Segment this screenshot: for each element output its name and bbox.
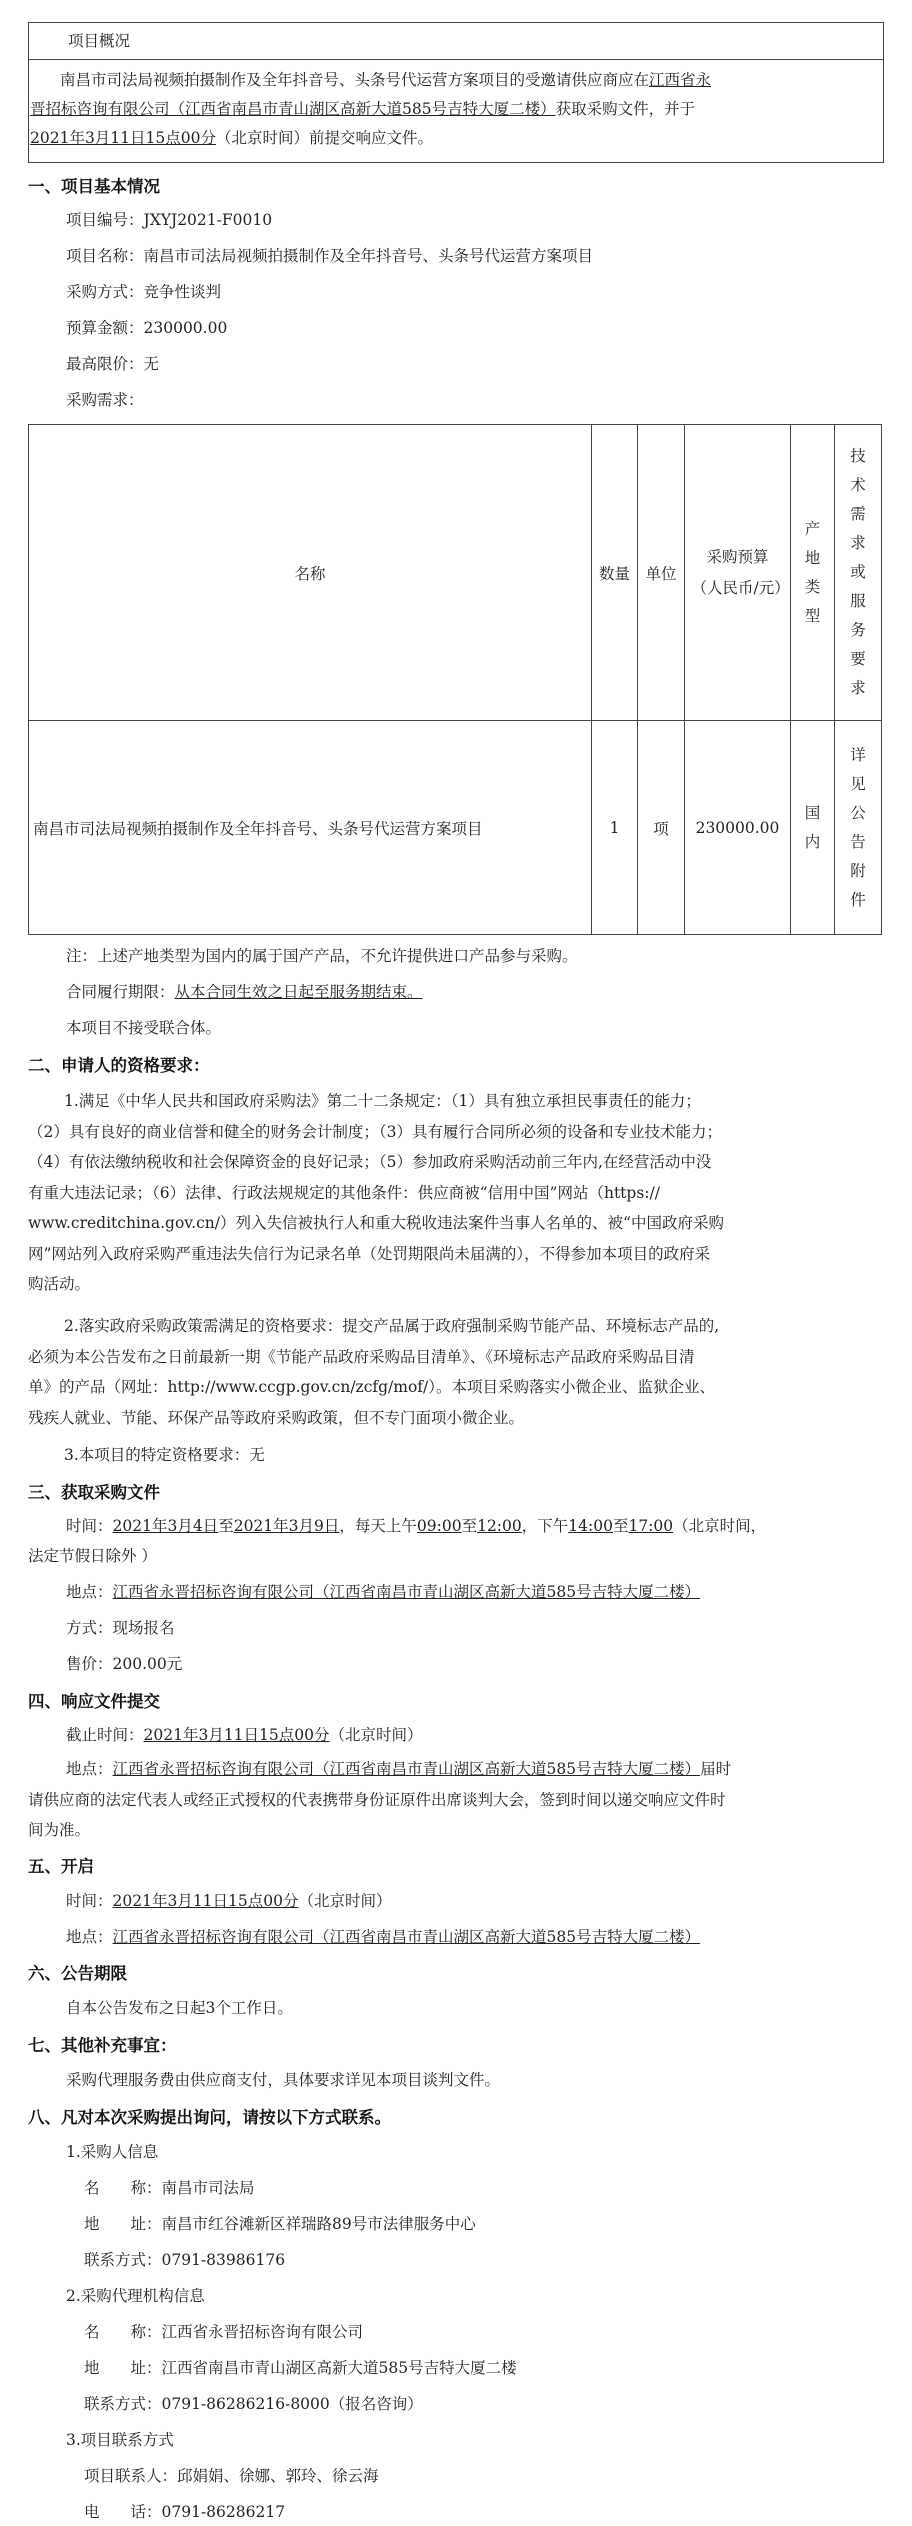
overview-title-box	[28, 22, 884, 60]
header-quantity: 数量	[592, 425, 638, 721]
section2-heading: 二、申请人的资格要求：	[28, 1056, 210, 1075]
budget-amount: 预算金额：230000.00	[66, 319, 228, 337]
origin-note: 注：上述产地类型为国内的属于国产产品，不允许提供进口产品参与采购。	[66, 947, 578, 965]
obtain-time: 时间：2021年3月4日至2021年3月9日，每天上午09:00至12:00，下午14:00至17:00（北京时间，	[66, 1517, 767, 1535]
requirements-label: 采购需求：	[66, 391, 144, 409]
table-row	[29, 721, 882, 935]
summary-text-1: 南昌市司法局视频拍摄制作及全年抖音号、头条号代运营方案项目的受邀请供应商应在	[60, 71, 650, 89]
section6-heading: 六、公告期限	[28, 1964, 127, 1983]
agency-title: 2.采购代理机构信息	[66, 2287, 205, 2305]
purchaser-address: 地 址：南昌市红谷滩新区祥瑞路89号市法律服务中心	[84, 2215, 476, 2233]
other-matters: 采购代理服务费由供应商支付，具体要求详见本项目谈判文件。	[66, 2071, 501, 2089]
notice-period: 自本公告发布之日起3个工作日。	[66, 1999, 293, 2017]
contact-people: 项目联系人：邱娟娟、徐娜、郭玲、徐云海	[84, 2467, 379, 2485]
summary-agency-link-1: 江西省永	[649, 71, 712, 89]
section3-heading: 三、获取采购文件	[28, 1483, 160, 1502]
section8-heading: 八、凡对本次采购提出询问，请按以下方式联系。	[28, 2108, 391, 2127]
qualification-paragraph-1: 1.满足《中华人民共和国政府采购法》第二十二条规定：（1）具有独立承担民事责任的能力； （2）具有良好的商业信誉和健全的财务会计制度；（3）具有履行合同所必须的设备和专业技术能力； （4）有依法缴纳税收和社会保障资金的良好记录；（5）参加政府采购活动前三年内,在经营活动中没 有重大违法记录；（6）法律、行政法规规定的其他条件：供应商被“信用中国”网站（https:// www.creditchina.gov.cn/）列入失信被执行人和重大税收违法案件当事人名单的、被“中国政府采购 网”网站列入政府采购严重违法失信行为记录名单（处罚期限尚未届满的），不得参加本项目的政府采 购活动。	[28, 1092, 724, 1293]
obtain-place: 地点：江西省永晋招标咨询有限公司（江西省南昌市青山湖区高新大道585号吉特大厦二楼）	[66, 1583, 701, 1601]
cell-origin: 国内	[791, 721, 835, 935]
contract-period	[66, 980, 423, 1002]
summary-text-3: （北京时间）前提交响应文件。	[215, 129, 433, 147]
contract-value: 从本合同生效之日起至服务期结束。	[174, 983, 423, 1001]
cell-unit: 项	[638, 721, 685, 935]
agency-address: 地 址：江西省南昌市青山湖区高新大道585号吉特大厦二楼	[84, 2359, 517, 2377]
header-name: 名称	[29, 425, 592, 721]
purchaser-phone: 联系方式：0791-83986176	[84, 2251, 286, 2269]
section4-heading: 四、响应文件提交	[28, 1692, 160, 1711]
overview-title: 项目概况	[68, 32, 131, 50]
header-unit: 单位	[638, 425, 685, 721]
agency-name: 名 称：江西省永晋招标咨询有限公司	[84, 2323, 364, 2341]
table-header-row	[29, 425, 882, 721]
contact-title: 3.项目联系方式	[66, 2431, 174, 2449]
qualification-paragraph-2: 2.落实政府采购政策需满足的资格要求：提交产品属于政府强制采购节能产品、环境标志产品的, 必须为本公告发布之日前最新一期《节能产品政府采购品目清单》、《环境标志产品政府采购品目清 单》的产品（网址：http://www.ccgp.gov.cn/zcfg/mof/）。本项目采购落实小微企业、监狱企业、 残疾人就业、节能、环保产品等政府采购政策，但不专门面项小微企业。	[28, 1317, 720, 1427]
section5-heading: 五、开启	[28, 1857, 94, 1876]
purchaser-name: 名 称：南昌市司法局	[84, 2179, 255, 2197]
cell-name: 南昌市司法局视频拍摄制作及全年抖音号、头条号代运营方案项目	[29, 721, 592, 935]
overview-summary	[30, 66, 880, 153]
purchaser-title: 1.采购人信息	[66, 2143, 159, 2161]
submit-place: 地点：江西省永晋招标咨询有限公司（江西省南昌市青山湖区高新大道585号吉特大厦二楼）届时 请供应商的法定代表人或经正式授权的代表携带身份证原件出席谈判大会，签到时间以递交响应文件时 间为准。	[28, 1760, 732, 1839]
procurement-method: 采购方式：竞争性谈判	[66, 283, 222, 301]
obtain-price: 售价：200.00元	[66, 1655, 183, 1673]
section1-heading: 一、项目基本情况	[28, 177, 160, 196]
agency-phone: 联系方式：0791-86286216-8000（报名咨询）	[84, 2395, 423, 2413]
project-name: 项目名称：南昌市司法局视频拍摄制作及全年抖音号、头条号代运营方案项目	[66, 247, 594, 265]
summary-agency-link-2: 晋招标咨询有限公司（江西省南昌市青山湖区高新大道585号吉特大厦二楼）	[30, 100, 556, 118]
cell-tech: 详见公告附件	[835, 721, 882, 935]
header-origin: 产地类型	[791, 425, 835, 721]
opening-place: 地点：江西省永晋招标咨询有限公司（江西省南昌市青山湖区高新大道585号吉特大厦二楼）	[66, 1928, 701, 1946]
contract-label: 合同履行期限：	[66, 983, 175, 1001]
submit-deadline: 截止时间：2021年3月11日15点00分（北京时间）	[66, 1726, 423, 1744]
cell-quantity: 1	[592, 721, 638, 935]
section7-heading: 七、其他补充事宜：	[28, 2036, 177, 2055]
opening-time: 时间：2021年3月11日15点00分（北京时间）	[66, 1892, 392, 1910]
cell-budget: 230000.00	[685, 721, 791, 935]
requirements-table	[28, 424, 882, 935]
header-budget: 采购预算（人民币/元）	[685, 425, 791, 721]
summary-text-2: 获取采购文件，并于	[555, 100, 696, 118]
summary-deadline: 2021年3月11日15点00分	[30, 129, 216, 147]
contact-phone: 电 话：0791-86286217	[84, 2503, 286, 2521]
header-tech: 技术需求或服务要求	[835, 425, 882, 721]
qualification-special: 3.本项目的特定资格要求：无	[64, 1446, 265, 1464]
obtain-time-note: 法定节假日除外 ）	[28, 1547, 157, 1565]
project-number: 项目编号：JXYJ2021-F0010	[66, 211, 273, 229]
obtain-mode: 方式：现场报名	[66, 1619, 175, 1637]
max-price: 最高限价：无	[66, 355, 160, 373]
joint-bid-note: 本项目不接受联合体。	[66, 1019, 222, 1037]
